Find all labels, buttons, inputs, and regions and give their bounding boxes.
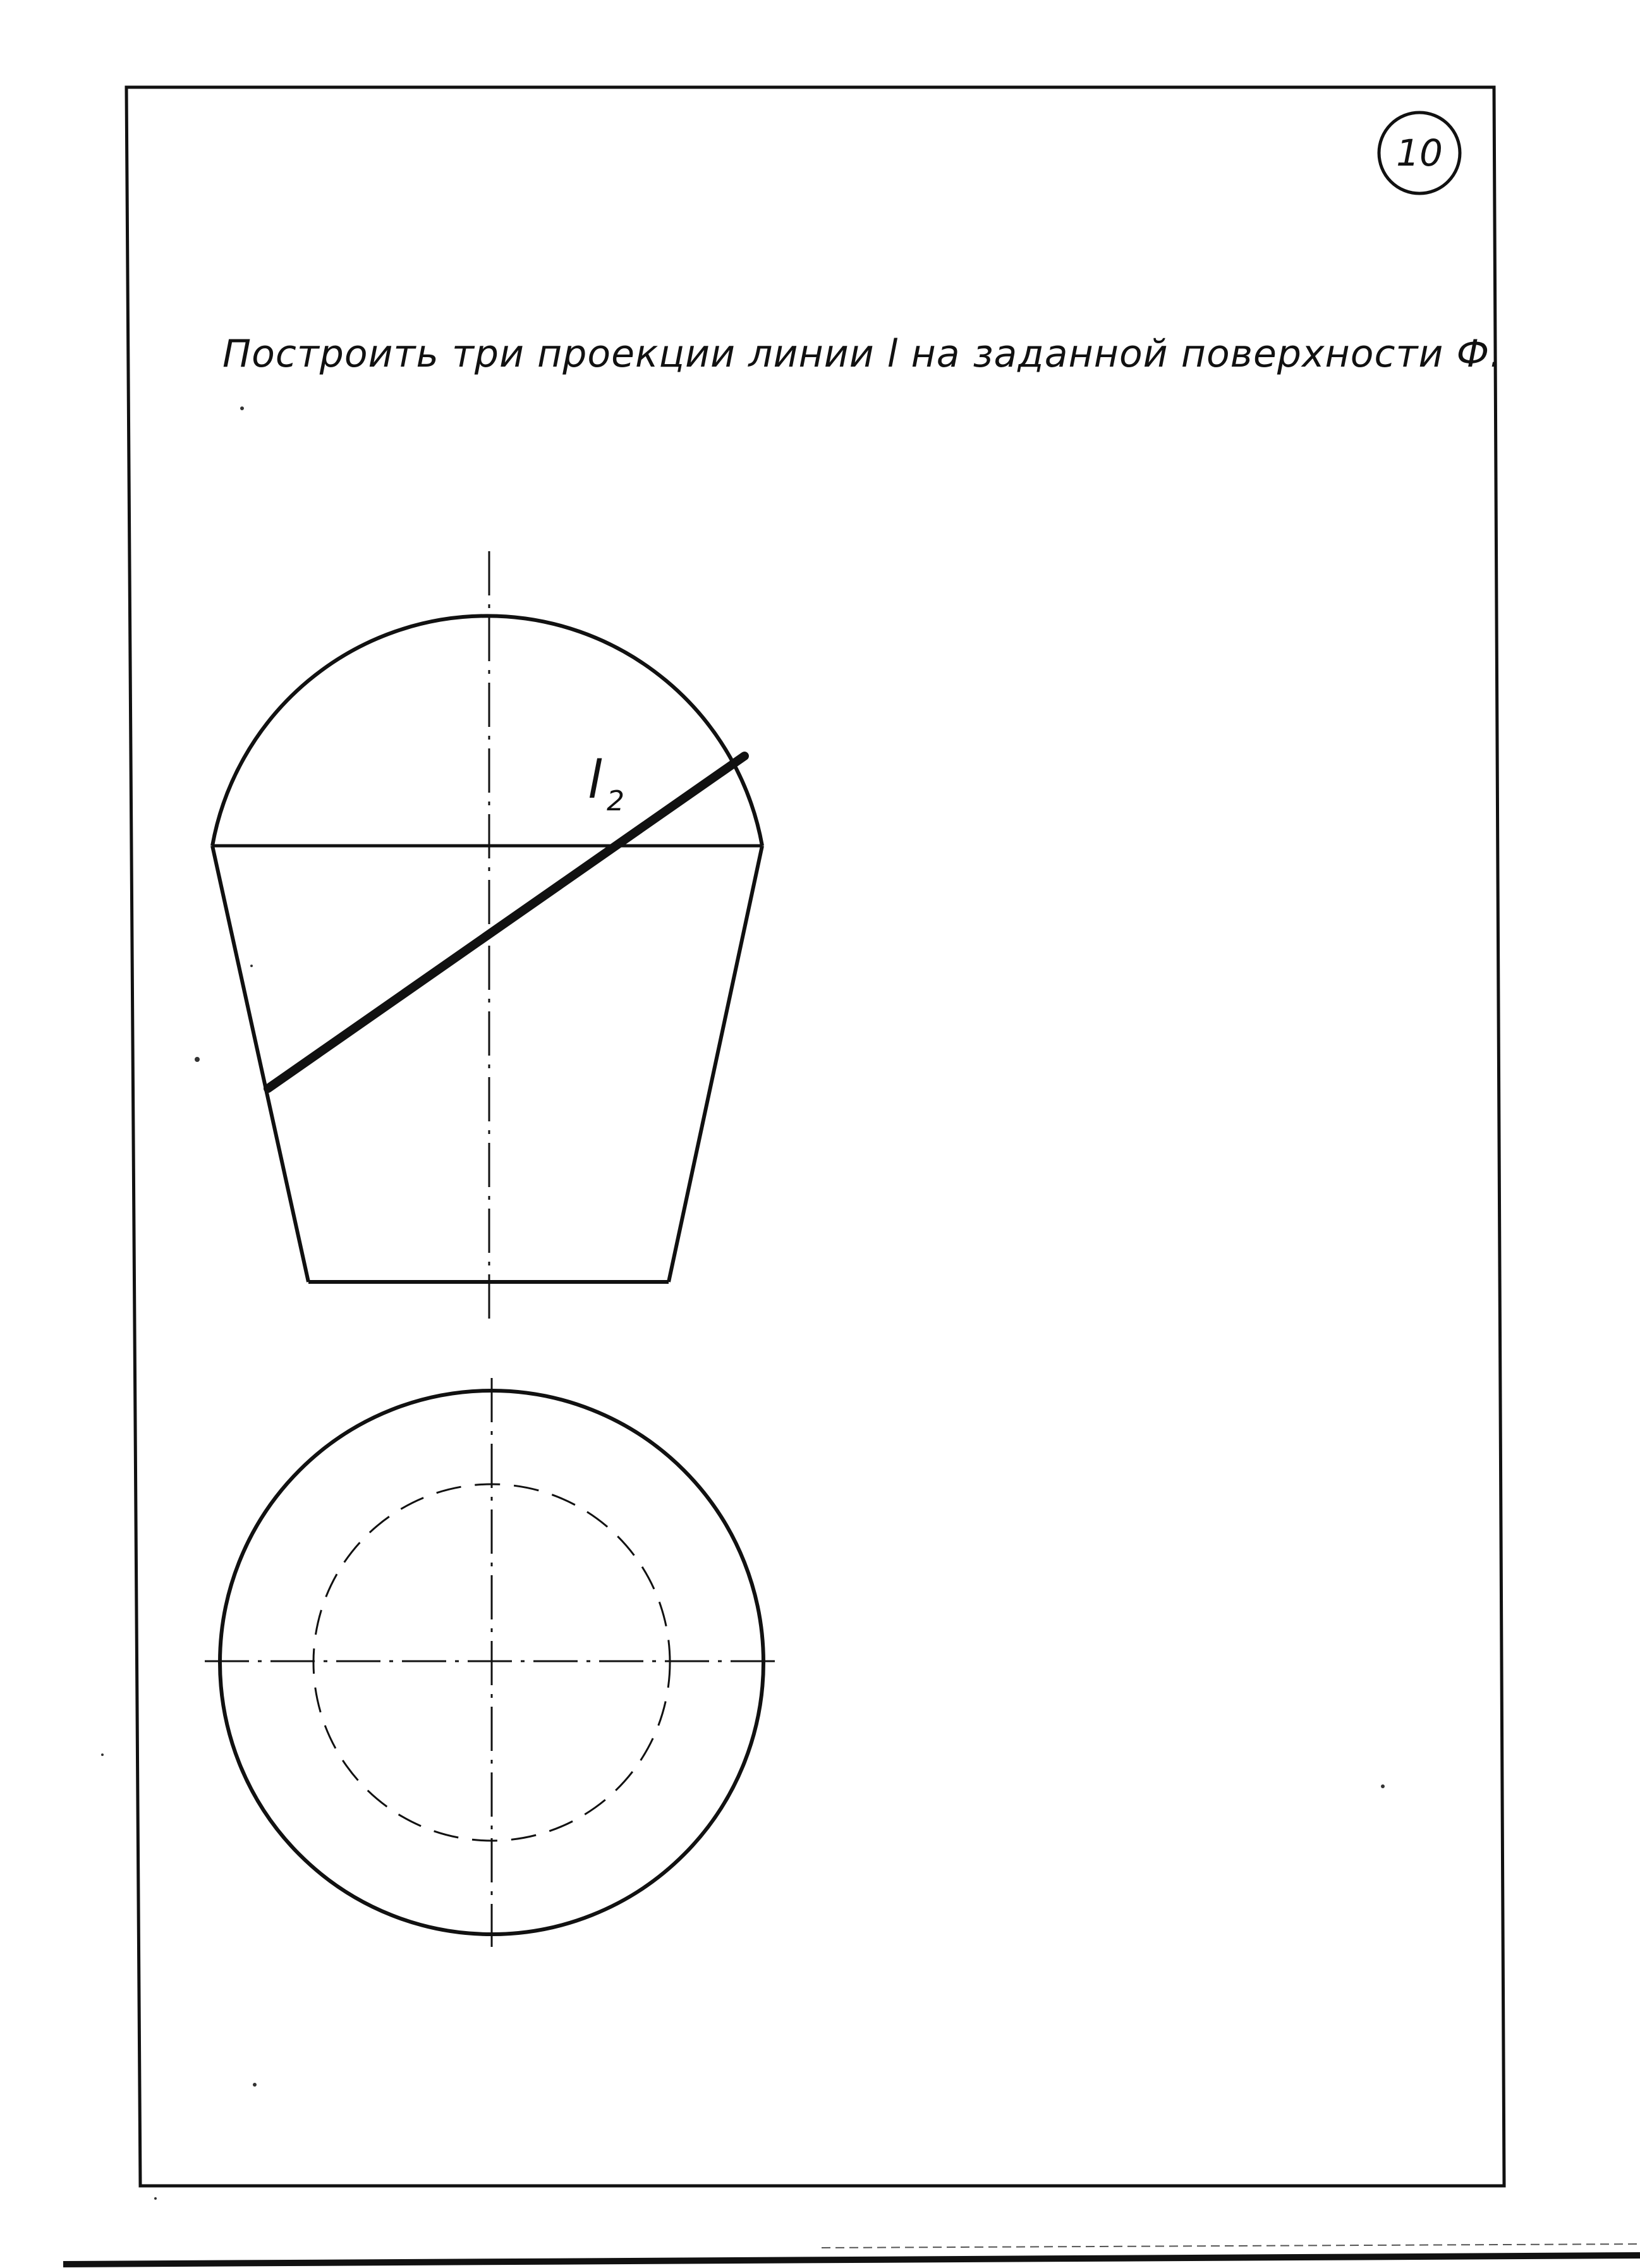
frustum-right-edge bbox=[669, 846, 762, 1282]
paper-bottom-edge-thin bbox=[822, 2244, 1640, 2248]
top-view bbox=[205, 1378, 781, 1947]
dome-outline bbox=[212, 616, 762, 846]
task-heading: Построить три проекции линии l на заданной поверхности Ф. bbox=[222, 332, 1503, 376]
frustum-left-edge bbox=[212, 846, 308, 1282]
sheet-frame bbox=[126, 87, 1504, 2186]
scan-specks bbox=[101, 406, 1385, 2200]
line-label-subscript: 2 bbox=[607, 785, 624, 817]
paper-bottom-edge bbox=[63, 2255, 1640, 2264]
front-view bbox=[212, 551, 762, 1320]
sheet-number: 10 bbox=[1396, 131, 1443, 174]
line-label: l bbox=[588, 750, 602, 810]
line-l2 bbox=[268, 756, 744, 1088]
